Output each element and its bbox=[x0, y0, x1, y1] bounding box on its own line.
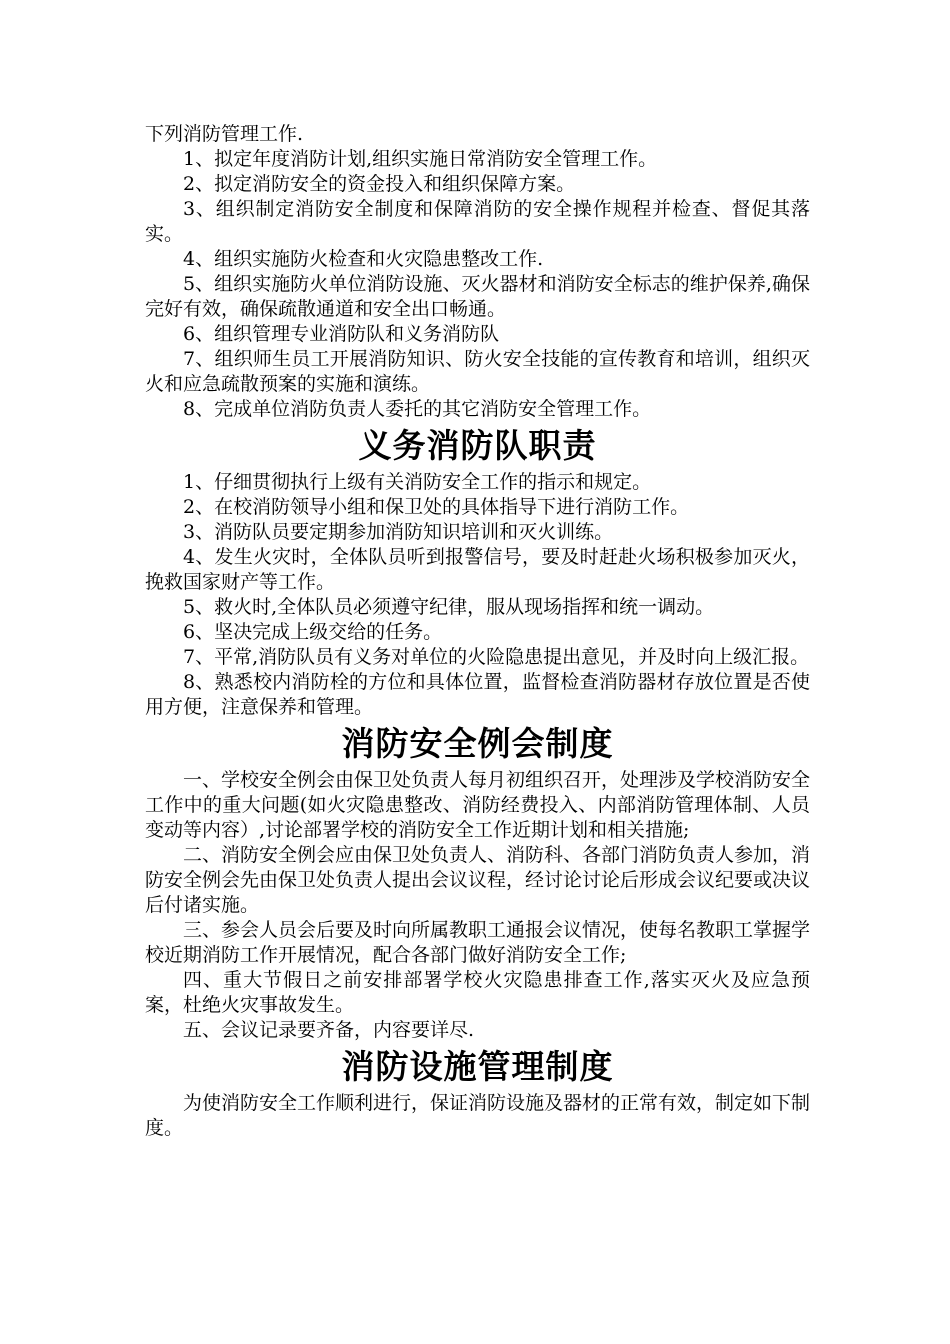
brigade-item: 1、仔细贯彻执行上级有关消防安全工作的指示和规定。 bbox=[183, 471, 652, 493]
intro-lead: 下列消防管理工作. bbox=[145, 123, 304, 145]
meeting-item: 五、会议记录要齐备，内容要详尽. bbox=[183, 1019, 475, 1041]
document-page bbox=[145, 122, 810, 1141]
intro-item: 2、拟定消防安全的资金投入和组织保障方案。 bbox=[183, 173, 576, 195]
intro-item: 6、组织管理专业消防队和义务消防队 bbox=[183, 323, 500, 345]
section-title-facility: 消防设施管理制度 bbox=[341, 1047, 614, 1086]
brigade-item: 3、消防队员要定期参加消防知识培训和灭火训练。 bbox=[183, 521, 614, 543]
brigade-item: 7、平常,消防队员有义务对单位的火险隐患提出意见，并及时向上级汇报。 bbox=[183, 646, 810, 668]
intro-item: 1、拟定年度消防计划,组织实施日常消防安全管理工作。 bbox=[183, 148, 658, 170]
meeting-item: 二、消防安全例会应由保卫处负责人、消防科、各部门消防负责人参加，消防安全例会先由保卫处负责人提出会议议程，经讨论讨论后形成会议纪要或决议后付诸实施。 bbox=[145, 844, 811, 916]
facility-item: 为使消防安全工作顺利进行，保证消防设施及器材的正常有效，制定如下制度。 bbox=[145, 1092, 811, 1139]
brigade-item: 2、在校消防领导小组和保卫处的具体指导下进行消防工作。 bbox=[183, 496, 690, 518]
intro-item: 4、组织实施防火检查和火灾隐患整改工作. bbox=[183, 248, 544, 270]
section-title-brigade: 义务消防队职责 bbox=[358, 426, 597, 465]
intro-item: 8、完成单位消防负责人委托的其它消防安全管理工作。 bbox=[183, 398, 652, 420]
meeting-item: 三、参会人员会后要及时向所属教职工通报会议情况，使每名教职工掌握学校近期消防工作开展情况，配合各部门做好消防安全工作; bbox=[145, 919, 811, 966]
brigade-item: 5、救火时,全体队员必须遵守纪律，服从现场指挥和统一调动。 bbox=[183, 596, 715, 618]
brigade-item: 4、发生火灾时，全体队员听到报警信号，要及时赶赴火场积极参加灭火，挽救国家财产等工作。 bbox=[145, 546, 810, 593]
brigade-item: 8、熟悉校内消防栓的方位和具体位置，监督检查消防器材存放位置是否使用方便，注意保养和管理。 bbox=[145, 671, 810, 718]
intro-item: 3、组织制定消防安全制度和保障消防的安全操作规程并检查、督促其落实。 bbox=[145, 198, 810, 245]
meeting-item: 四、重大节假日之前安排部署学校火灾隐患排查工作,落实灭火及应急预案，杜绝火灾事故发生。 bbox=[145, 969, 810, 1016]
intro-item: 7、组织师生员工开展消防知识、防火安全技能的宣传教育和培训，组织灭火和应急疏散预案的实施和演练。 bbox=[145, 348, 810, 395]
brigade-item: 6、坚决完成上级交给的任务。 bbox=[183, 621, 443, 643]
section-title-meeting: 消防安全例会制度 bbox=[341, 724, 614, 763]
intro-item: 5、组织实施防火单位消防设施、灭火器材和消防安全标志的维护保养,确保完好有效，确保疏散通道和安全出口畅通。 bbox=[145, 273, 810, 320]
meeting-item: 一、学校安全例会由保卫处负责人每月初组织召开，处理涉及学校消防安全工作中的重大问题(如火灾隐患整改、消防经费投入、内部消防管理体制、人员变动等内容）,讨论部署学校的消防安全工作近期计划和相关措施; bbox=[145, 769, 811, 841]
